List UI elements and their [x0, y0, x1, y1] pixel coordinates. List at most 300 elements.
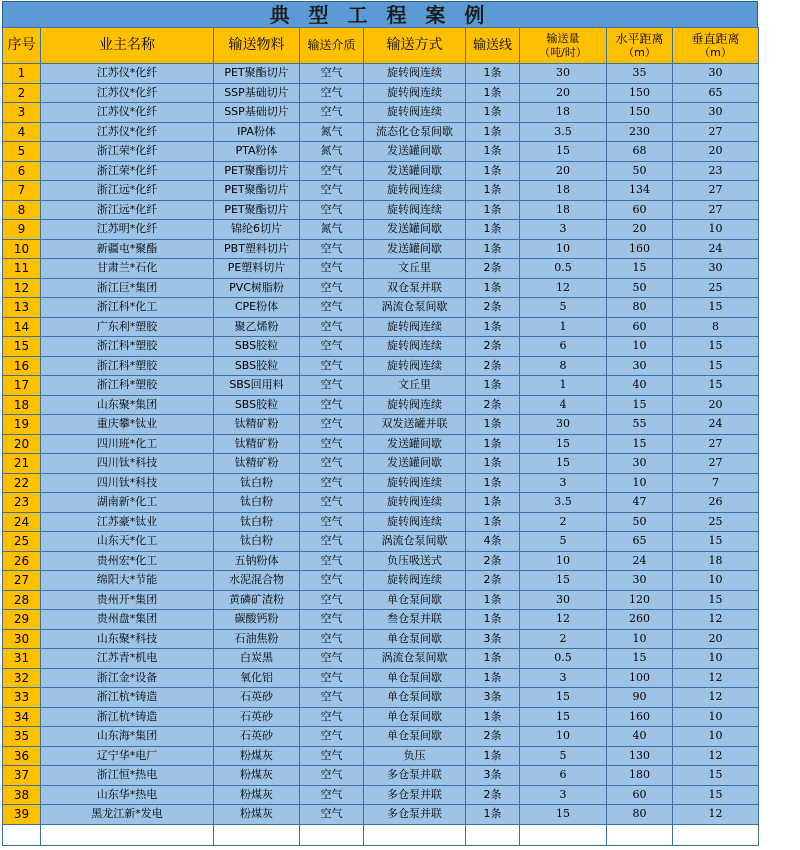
table-row — [3, 278, 759, 298]
cell-material: 粉煤灰 — [214, 746, 300, 766]
table-row — [3, 727, 759, 747]
cell-capacity: 15 — [520, 454, 607, 474]
cell-owner: 贵州宏*化工 — [41, 551, 214, 571]
header-index: 序号 — [3, 28, 41, 64]
cell-medium: 空气 — [300, 200, 364, 220]
cell-vertical: 10 — [673, 571, 759, 591]
cell-owner: 山东聚*科技 — [41, 629, 214, 649]
cell-capacity: 10 — [520, 551, 607, 571]
cell-method: 文丘里 — [364, 376, 466, 396]
cell-horizontal: 100 — [607, 668, 673, 688]
cell-medium: 空气 — [300, 707, 364, 727]
cell-medium: 氮气 — [300, 122, 364, 142]
cell-material: 钛白粉 — [214, 512, 300, 532]
cell-horizontal: 24 — [607, 551, 673, 571]
table-row — [3, 395, 759, 415]
cell-medium: 空气 — [300, 766, 364, 786]
header-vertical — [673, 28, 759, 64]
cell-capacity: 5 — [520, 298, 607, 318]
empty-cell — [607, 824, 673, 845]
cell-medium: 空气 — [300, 434, 364, 454]
cell-material: CPE粉体 — [214, 298, 300, 318]
cell-vertical: 27 — [673, 454, 759, 474]
cell-method: 旋转阀连续 — [364, 200, 466, 220]
cell-index: 37 — [3, 766, 41, 786]
cell-method: 旋转阀连续 — [364, 512, 466, 532]
table-row — [3, 298, 759, 318]
cell-method: 发送罐间歇 — [364, 239, 466, 259]
cell-capacity: 5 — [520, 532, 607, 552]
cell-method: 旋转阀连续 — [364, 337, 466, 357]
cell-vertical: 15 — [673, 590, 759, 610]
cell-index: 7 — [3, 181, 41, 201]
cell-material: 聚乙烯粉 — [214, 317, 300, 337]
cell-capacity: 15 — [520, 688, 607, 708]
cell-horizontal: 20 — [607, 220, 673, 240]
table-title: 典 型 工 程 案 例 — [2, 1, 758, 27]
cell-index: 6 — [3, 161, 41, 181]
cell-medium: 空气 — [300, 805, 364, 825]
cell-capacity: 30 — [520, 415, 607, 435]
cell-material: 氧化铝 — [214, 668, 300, 688]
cell-owner: 新疆屯*聚酯 — [41, 239, 214, 259]
cell-vertical: 15 — [673, 766, 759, 786]
header-capacity-label: 输送量 — [546, 31, 580, 45]
cell-horizontal: 150 — [607, 83, 673, 103]
table-row — [3, 493, 759, 513]
cell-lines: 1条 — [466, 317, 520, 337]
cell-owner: 辽宁华*电厂 — [41, 746, 214, 766]
cell-method: 旋转阀连续 — [364, 83, 466, 103]
table-row — [3, 785, 759, 805]
cell-capacity: 6 — [520, 337, 607, 357]
cell-horizontal: 15 — [607, 434, 673, 454]
cell-method: 旋转阀连续 — [364, 64, 466, 84]
cell-vertical: 15 — [673, 785, 759, 805]
cell-lines: 1条 — [466, 512, 520, 532]
cell-index: 39 — [3, 805, 41, 825]
cell-vertical: 30 — [673, 259, 759, 279]
cell-material: 碳酸钙粉 — [214, 610, 300, 630]
cell-method: 涡流仓泵间歇 — [364, 649, 466, 669]
table-row — [3, 64, 759, 84]
cell-method: 流态化仓泵间歇 — [364, 122, 466, 142]
cell-method: 发送罐间歇 — [364, 220, 466, 240]
cell-index: 28 — [3, 590, 41, 610]
cell-capacity: 30 — [520, 590, 607, 610]
cell-index: 9 — [3, 220, 41, 240]
cell-vertical: 15 — [673, 298, 759, 318]
cell-medium: 空气 — [300, 551, 364, 571]
cell-vertical: 15 — [673, 356, 759, 376]
table-row — [3, 707, 759, 727]
cell-index: 16 — [3, 356, 41, 376]
table-row — [3, 512, 759, 532]
cell-index: 15 — [3, 337, 41, 357]
cell-index: 30 — [3, 629, 41, 649]
cell-lines: 3条 — [466, 629, 520, 649]
cell-capacity: 6 — [520, 766, 607, 786]
cell-owner: 贵州盘*集团 — [41, 610, 214, 630]
cell-capacity: 15 — [520, 707, 607, 727]
cell-index: 3 — [3, 103, 41, 123]
header-capacity — [520, 28, 607, 64]
cell-method: 叁仓泵并联 — [364, 610, 466, 630]
cell-index: 25 — [3, 532, 41, 552]
header-vertical-unit: （m） — [699, 45, 732, 59]
cell-medium: 空气 — [300, 83, 364, 103]
cell-material: 钛精矿粉 — [214, 434, 300, 454]
cell-owner: 浙江杭*铸造 — [41, 688, 214, 708]
cell-capacity: 15 — [520, 142, 607, 162]
cell-medium: 空气 — [300, 610, 364, 630]
cell-lines: 1条 — [466, 122, 520, 142]
cell-owner: 浙江恒*热电 — [41, 766, 214, 786]
cell-method: 单仓泵间歇 — [364, 590, 466, 610]
cell-material: PVC树脂粉 — [214, 278, 300, 298]
cell-lines: 1条 — [466, 161, 520, 181]
cell-medium: 空气 — [300, 161, 364, 181]
cell-index: 27 — [3, 571, 41, 591]
cell-lines: 2条 — [466, 727, 520, 747]
header-horizontal-unit: （m） — [623, 45, 656, 59]
cell-method: 负压 — [364, 746, 466, 766]
table-row — [3, 200, 759, 220]
cell-index: 21 — [3, 454, 41, 474]
cell-vertical: 27 — [673, 434, 759, 454]
cell-material: SBS胶粒 — [214, 356, 300, 376]
cell-capacity: 18 — [520, 181, 607, 201]
cell-capacity: 3 — [520, 220, 607, 240]
cell-material: 钛白粉 — [214, 473, 300, 493]
cell-lines: 3条 — [466, 766, 520, 786]
cell-vertical: 10 — [673, 707, 759, 727]
cell-capacity: 18 — [520, 200, 607, 220]
cell-horizontal: 15 — [607, 649, 673, 669]
cell-material: PET聚酯切片 — [214, 200, 300, 220]
cell-method: 多仓泵并联 — [364, 785, 466, 805]
cell-horizontal: 40 — [607, 727, 673, 747]
cell-capacity: 15 — [520, 805, 607, 825]
cell-owner: 浙江远*化纤 — [41, 200, 214, 220]
cell-vertical: 8 — [673, 317, 759, 337]
cell-vertical: 12 — [673, 688, 759, 708]
table-row — [3, 122, 759, 142]
empty-cell — [300, 824, 364, 845]
table-row — [3, 103, 759, 123]
header-row — [3, 28, 759, 64]
table-row — [3, 220, 759, 240]
cell-vertical: 25 — [673, 278, 759, 298]
cell-method: 发送罐间歇 — [364, 434, 466, 454]
cell-material: 粉煤灰 — [214, 766, 300, 786]
cell-lines: 4条 — [466, 532, 520, 552]
cell-vertical: 20 — [673, 629, 759, 649]
cell-medium: 空气 — [300, 259, 364, 279]
cell-lines: 1条 — [466, 668, 520, 688]
cell-medium: 空气 — [300, 727, 364, 747]
cell-lines: 1条 — [466, 415, 520, 435]
table-row — [3, 590, 759, 610]
cell-lines: 2条 — [466, 571, 520, 591]
cell-capacity: 10 — [520, 239, 607, 259]
cell-medium: 空气 — [300, 473, 364, 493]
cell-method: 旋转阀连续 — [364, 473, 466, 493]
cell-lines: 1条 — [466, 493, 520, 513]
cell-capacity: 3.5 — [520, 493, 607, 513]
cell-material: PTA粉体 — [214, 142, 300, 162]
table-row — [3, 259, 759, 279]
cell-material: 粉煤灰 — [214, 805, 300, 825]
cell-medium: 空气 — [300, 278, 364, 298]
cell-horizontal: 50 — [607, 512, 673, 532]
cell-owner: 浙江金*设备 — [41, 668, 214, 688]
cell-owner: 山东海*集团 — [41, 727, 214, 747]
cell-horizontal: 120 — [607, 590, 673, 610]
cell-material: 石英砂 — [214, 688, 300, 708]
cell-lines: 1条 — [466, 473, 520, 493]
cell-vertical: 27 — [673, 200, 759, 220]
cell-vertical: 25 — [673, 512, 759, 532]
cell-vertical: 27 — [673, 122, 759, 142]
cell-medium: 氮气 — [300, 220, 364, 240]
cell-horizontal: 10 — [607, 337, 673, 357]
header-method: 输送方式 — [364, 28, 466, 64]
cell-capacity: 12 — [520, 610, 607, 630]
cell-horizontal: 10 — [607, 473, 673, 493]
cell-horizontal: 150 — [607, 103, 673, 123]
cell-index: 22 — [3, 473, 41, 493]
cell-horizontal: 160 — [607, 707, 673, 727]
cell-horizontal: 160 — [607, 239, 673, 259]
empty-cell — [214, 824, 300, 845]
cell-material: PET聚酯切片 — [214, 181, 300, 201]
cell-owner: 江苏仪*化纤 — [41, 103, 214, 123]
cell-method: 多仓泵并联 — [364, 805, 466, 825]
cell-method: 旋转阀连续 — [364, 571, 466, 591]
cell-capacity: 1 — [520, 376, 607, 396]
cell-lines: 1条 — [466, 103, 520, 123]
cell-capacity: 10 — [520, 727, 607, 747]
table-row — [3, 356, 759, 376]
cell-owner: 浙江巨*集团 — [41, 278, 214, 298]
cell-lines: 2条 — [466, 395, 520, 415]
cell-owner: 浙江科*化工 — [41, 298, 214, 318]
cell-material: 钛精矿粉 — [214, 415, 300, 435]
cell-index: 29 — [3, 610, 41, 630]
cell-owner: 浙江远*化纤 — [41, 181, 214, 201]
cell-material: 锦纶6切片 — [214, 220, 300, 240]
cell-lines: 2条 — [466, 337, 520, 357]
header-owner: 业主名称 — [41, 28, 214, 64]
cell-material: 石英砂 — [214, 727, 300, 747]
cell-material: IPA粉体 — [214, 122, 300, 142]
cell-index: 10 — [3, 239, 41, 259]
table-row — [3, 317, 759, 337]
cell-material: PET聚酯切片 — [214, 64, 300, 84]
cell-capacity: 20 — [520, 161, 607, 181]
cell-index: 13 — [3, 298, 41, 318]
cell-horizontal: 50 — [607, 161, 673, 181]
cell-index: 38 — [3, 785, 41, 805]
table-row — [3, 551, 759, 571]
cell-material: PET聚酯切片 — [214, 161, 300, 181]
cell-material: 水泥混合物 — [214, 571, 300, 591]
cell-horizontal: 15 — [607, 395, 673, 415]
cell-lines: 1条 — [466, 239, 520, 259]
cell-medium: 空气 — [300, 668, 364, 688]
cell-method: 旋转阀连续 — [364, 395, 466, 415]
cell-method: 单仓泵间歇 — [364, 727, 466, 747]
table-row — [3, 337, 759, 357]
cell-index: 1 — [3, 64, 41, 84]
cell-index: 11 — [3, 259, 41, 279]
cell-method: 旋转阀连续 — [364, 181, 466, 201]
cell-vertical: 12 — [673, 668, 759, 688]
cell-owner: 广东利*塑胶 — [41, 317, 214, 337]
table-row — [3, 161, 759, 181]
empty-cell — [364, 824, 466, 845]
table-row — [3, 454, 759, 474]
cell-capacity: 2 — [520, 512, 607, 532]
cell-lines: 2条 — [466, 551, 520, 571]
cell-lines: 2条 — [466, 356, 520, 376]
header-lines: 输送线 — [466, 28, 520, 64]
cell-medium: 空气 — [300, 298, 364, 318]
cell-horizontal: 68 — [607, 142, 673, 162]
cell-lines: 1条 — [466, 434, 520, 454]
header-material: 输送物料 — [214, 28, 300, 64]
cell-method: 单仓泵间歇 — [364, 688, 466, 708]
cell-lines: 1条 — [466, 590, 520, 610]
cell-lines: 1条 — [466, 649, 520, 669]
cell-horizontal: 90 — [607, 688, 673, 708]
table-row — [3, 668, 759, 688]
empty-cell — [466, 824, 520, 845]
table-row — [3, 610, 759, 630]
cell-capacity: 15 — [520, 571, 607, 591]
cell-medium: 空气 — [300, 629, 364, 649]
cell-medium: 空气 — [300, 746, 364, 766]
cell-lines: 1条 — [466, 83, 520, 103]
table-row — [3, 376, 759, 396]
cell-method: 发送罐间歇 — [364, 454, 466, 474]
cell-medium: 空气 — [300, 356, 364, 376]
table-row — [3, 83, 759, 103]
cell-index: 12 — [3, 278, 41, 298]
cell-capacity: 2 — [520, 629, 607, 649]
table-row — [3, 473, 759, 493]
cell-method: 旋转阀连续 — [364, 103, 466, 123]
cell-owner: 绵阳大*节能 — [41, 571, 214, 591]
cell-material: 钛白粉 — [214, 532, 300, 552]
cell-lines: 1条 — [466, 805, 520, 825]
cell-horizontal: 80 — [607, 298, 673, 318]
cell-horizontal: 40 — [607, 376, 673, 396]
cell-owner: 江苏仪*化纤 — [41, 122, 214, 142]
cell-vertical: 23 — [673, 161, 759, 181]
cell-lines: 1条 — [466, 181, 520, 201]
cell-capacity: 0.5 — [520, 649, 607, 669]
cell-material: PBT塑料切片 — [214, 239, 300, 259]
cell-owner: 浙江科*塑胶 — [41, 356, 214, 376]
cell-owner: 湖南新*化工 — [41, 493, 214, 513]
cell-medium: 空气 — [300, 649, 364, 669]
cell-material: PE塑料切片 — [214, 259, 300, 279]
cell-medium: 空气 — [300, 688, 364, 708]
cell-owner: 重庆攀*钛业 — [41, 415, 214, 435]
cell-lines: 1条 — [466, 454, 520, 474]
cell-horizontal: 60 — [607, 785, 673, 805]
cell-medium: 空气 — [300, 103, 364, 123]
cell-horizontal: 60 — [607, 317, 673, 337]
table-row — [3, 766, 759, 786]
cell-method: 旋转阀连续 — [364, 317, 466, 337]
empty-cell — [673, 824, 759, 845]
cell-index: 23 — [3, 493, 41, 513]
cell-material: 粉煤灰 — [214, 785, 300, 805]
cell-owner: 江苏青*机电 — [41, 649, 214, 669]
cell-medium: 空气 — [300, 532, 364, 552]
cell-medium: 空气 — [300, 317, 364, 337]
cell-vertical: 18 — [673, 551, 759, 571]
table-row — [3, 415, 759, 435]
cell-medium: 空气 — [300, 512, 364, 532]
cell-lines: 2条 — [466, 298, 520, 318]
cell-lines: 1条 — [466, 376, 520, 396]
table-row — [3, 649, 759, 669]
cell-lines: 1条 — [466, 610, 520, 630]
cell-owner: 浙江荣*化纤 — [41, 161, 214, 181]
cell-horizontal: 80 — [607, 805, 673, 825]
cell-vertical: 26 — [673, 493, 759, 513]
cell-material: 五钠粉体 — [214, 551, 300, 571]
cell-index: 33 — [3, 688, 41, 708]
table-row — [3, 142, 759, 162]
cell-index: 35 — [3, 727, 41, 747]
cell-method: 双仓泵并联 — [364, 278, 466, 298]
cell-index: 8 — [3, 200, 41, 220]
cell-horizontal: 260 — [607, 610, 673, 630]
cell-vertical: 15 — [673, 376, 759, 396]
cell-vertical: 24 — [673, 239, 759, 259]
cell-owner: 四川班*化工 — [41, 434, 214, 454]
cell-index: 17 — [3, 376, 41, 396]
cell-capacity: 3 — [520, 473, 607, 493]
cell-material: SBS胶粒 — [214, 337, 300, 357]
cell-owner: 四川钛*科技 — [41, 454, 214, 474]
cell-index: 18 — [3, 395, 41, 415]
cell-material: SSP基础切片 — [214, 103, 300, 123]
empty-cell — [41, 824, 214, 845]
cell-material: 石英砂 — [214, 707, 300, 727]
cell-capacity: 18 — [520, 103, 607, 123]
cell-material: 钛精矿粉 — [214, 454, 300, 474]
table-row — [3, 239, 759, 259]
cell-vertical: 15 — [673, 532, 759, 552]
cell-method: 负压吸送式 — [364, 551, 466, 571]
cell-owner: 浙江科*塑胶 — [41, 376, 214, 396]
cell-method: 旋转阀连续 — [364, 493, 466, 513]
cell-vertical: 30 — [673, 103, 759, 123]
cell-vertical: 10 — [673, 727, 759, 747]
cell-horizontal: 230 — [607, 122, 673, 142]
cell-owner: 浙江杭*铸造 — [41, 707, 214, 727]
cell-vertical: 15 — [673, 337, 759, 357]
cell-index: 24 — [3, 512, 41, 532]
cell-owner: 山东华*热电 — [41, 785, 214, 805]
cell-material: 白炭黑 — [214, 649, 300, 669]
